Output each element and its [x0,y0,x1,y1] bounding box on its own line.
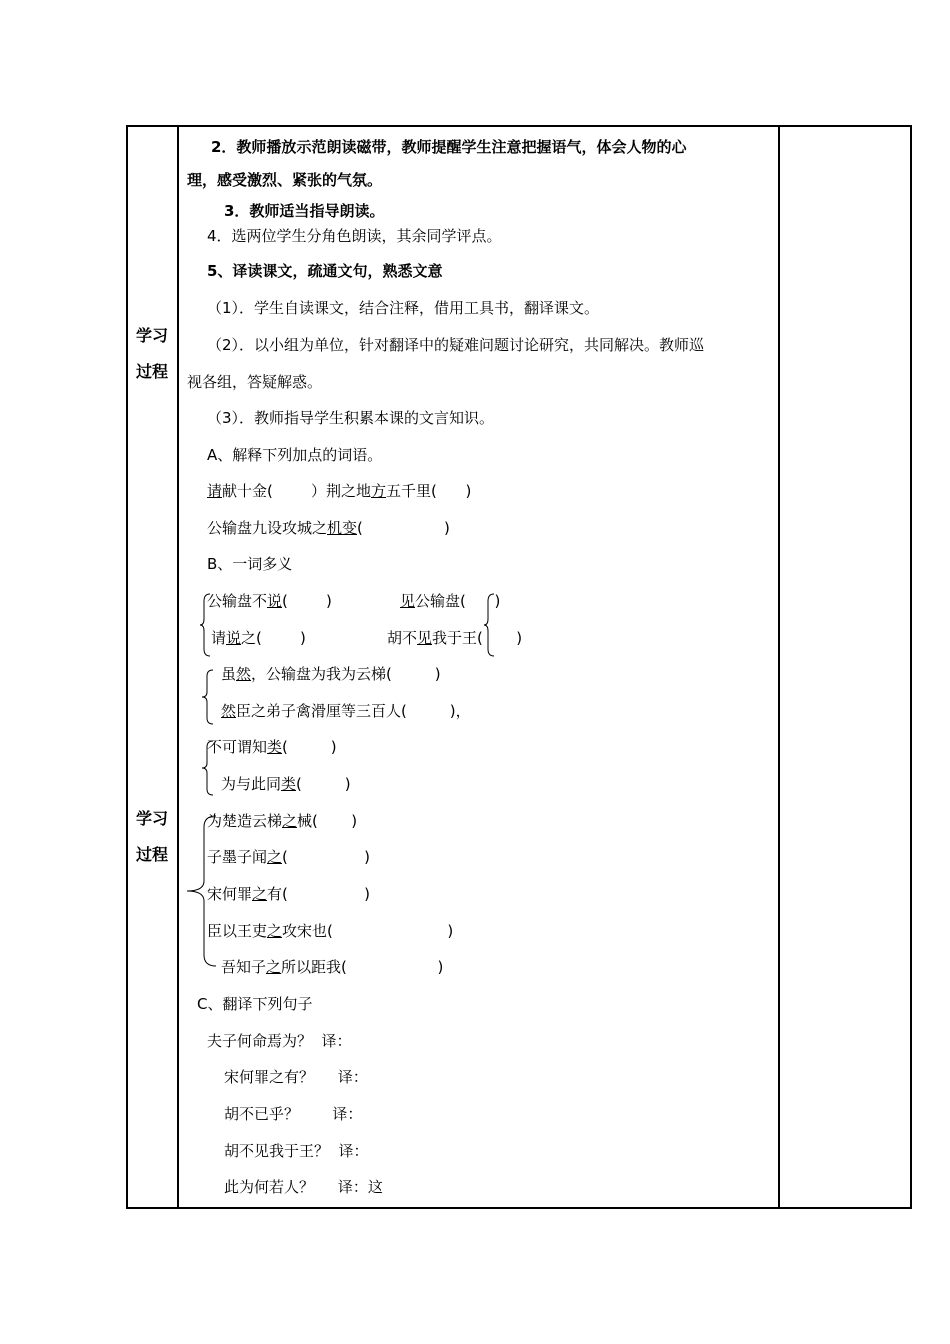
table-column-divider-right [778,125,780,1209]
marked-word: 见 [417,629,433,647]
polysemy-item-shuo-2: 请说之( ) [211,629,306,647]
paragraph-4: 4．选两位学生分角色朗读，其余同学评点。 [207,227,502,245]
marked-word: 之 [267,922,283,940]
side-label-lower-1: 学习 [136,809,169,828]
section-a-item-2: 公输盘九设攻城之机变( ) [207,519,450,537]
section-b-heading: B、一词多义 [207,555,293,573]
polysemy-item-jian-1: 见公输盘( ) [400,592,501,610]
marked-word: 类 [281,775,297,793]
polysemy-item-zhi-1: 为楚造云梯之械( ) [207,812,358,830]
brace-jian [484,593,496,657]
section-a-heading: A、解释下列加点的词语。 [207,446,383,464]
translation-item-1: 夫子何命焉为？ 译： [207,1032,352,1050]
side-label-upper-1: 学习 [136,326,169,345]
polysemy-item-zhi-4: 臣以王吏之攻宋也( ) [207,922,454,940]
marked-word: 请 [207,482,223,500]
brace-shuo [200,593,212,657]
polysemy-item-ran-1: 虽然，公输盘为我为云梯( ) [221,665,441,683]
paragraph-step-2-line-1: （2）．以小组为单位，针对翻译中的疑难问题讨论研究，共同解决。教师巡 [207,336,705,354]
paragraph-step-1: （1）．学生自读课文，结合注释，借用工具书，翻译课文。 [207,299,600,317]
marked-word: 之 [266,958,282,976]
marked-word: 然 [236,665,252,683]
polysemy-item-lei-2: 为与此同类( ) [221,775,351,793]
brace-zhi [186,815,218,967]
marked-word: 之 [267,848,283,866]
polysemy-item-shuo-1: 公输盘不说( ) [207,592,332,610]
polysemy-item-zhi-3: 宋何罪之有( ) [207,885,371,903]
side-label-upper-2: 过程 [136,362,169,381]
paragraph-3: 3．教师适当指导朗读。 [224,202,385,220]
marked-word: 类 [267,738,283,756]
section-a-item-1: 请献十金( ）荆之地方五千里( ) [207,482,472,500]
translation-item-3: 胡不已乎？ 译： [224,1105,363,1123]
paragraph-2-line-2: 理，感受激烈、紧张的气氛。 [187,171,383,189]
section-c-heading: C、翻译下列句子 [197,995,313,1013]
polysemy-item-zhi-2: 子墨子闻之( ) [207,848,371,866]
paragraph-step-2-line-2: 视各组，答疑解惑。 [187,373,323,391]
marked-word: 说 [226,629,242,647]
polysemy-item-jian-2: 胡不见我于王( ) [387,629,523,647]
marked-word: 说 [267,592,283,610]
brace-lei [201,740,215,796]
polysemy-item-ran-2: 然臣之弟子禽滑厘等三百人( )， [221,702,471,720]
marked-word: 见 [400,592,416,610]
paragraph-step-3: （3）．教师指导学生积累本课的文言知识。 [207,409,495,427]
paragraph-5-heading: 5、译读课文，疏通文句，熟悉文意 [207,262,443,280]
marked-word: 方 [371,482,387,500]
marked-word: 之 [252,885,268,903]
translation-item-4: 胡不见我于王？ 译： [224,1142,369,1160]
polysemy-item-lei-1: 不可谓知类( ) [207,738,337,756]
marked-word: 机变 [327,519,358,537]
translation-item-5: 此为何若人？ 译：这 [224,1178,383,1196]
side-label-lower-2: 过程 [136,845,169,864]
marked-word: 之 [282,812,298,830]
table-column-divider-left [177,125,179,1209]
brace-ran [201,669,215,725]
polysemy-item-zhi-5: 吾知子之所以距我( ) [221,958,444,976]
paragraph-2-line-1: 2．教师播放示范朗读磁带，教师提醒学生注意把握语气，体会人物的心 [211,138,687,156]
marked-word: 然 [221,702,237,720]
translation-item-2: 宋何罪之有？ 译： [224,1068,368,1086]
